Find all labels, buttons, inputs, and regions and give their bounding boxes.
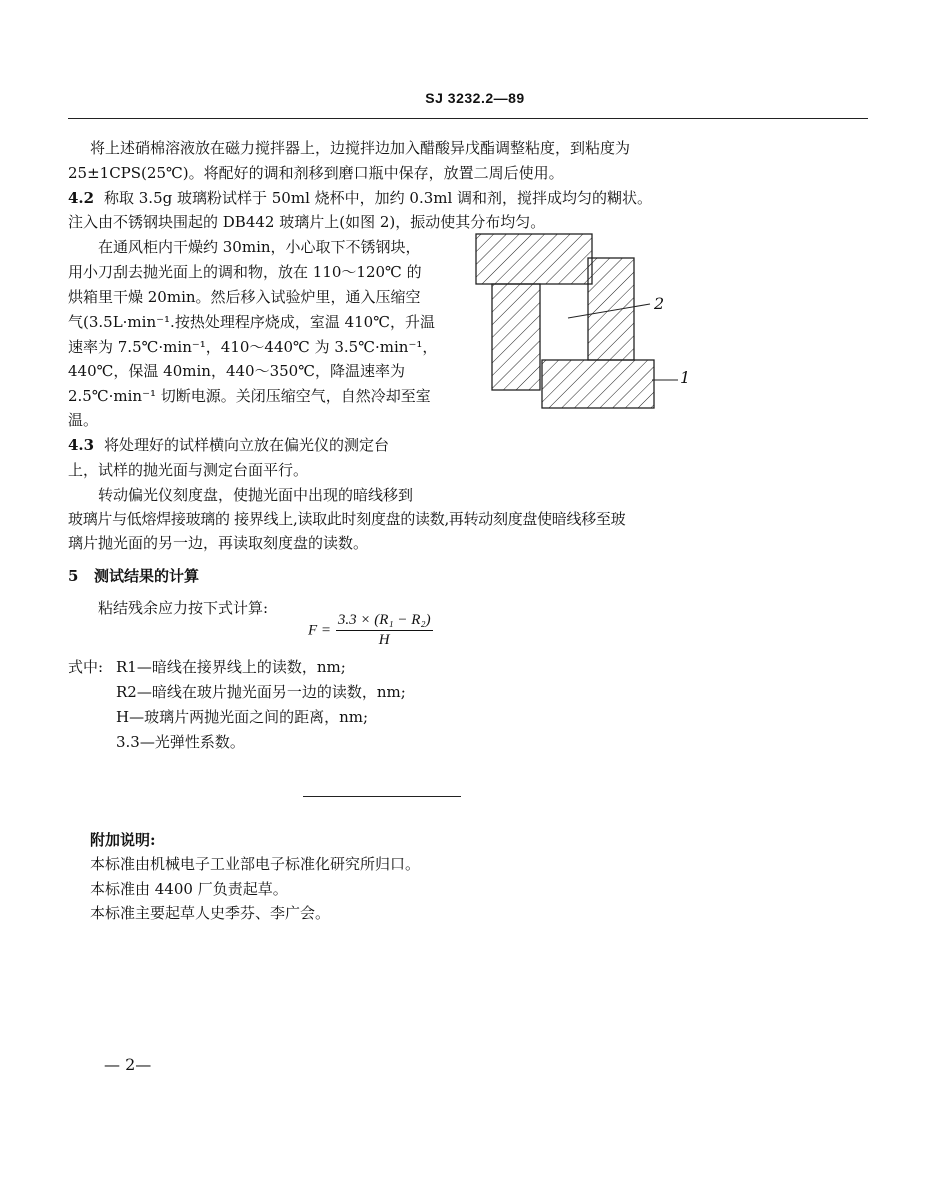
para-cont-line-1: 将上述硝棉溶液放在磁力搅拌器上，边搅拌边加入醋酸异戊酯调整粘度，到粘度为 [90,139,631,157]
section-4-2-p2-line-4: 气(3.5L·min⁻¹.按热处理程序烧成，室温 410℃，升温 [68,313,435,331]
header-code: SJ 3232.2—89 [425,90,525,106]
section-4-2-p2-line-7: 2.5℃·min⁻¹ 切断电源。关闭压缩空气，自然冷却至室 [68,387,431,405]
section-4-2-p2-line-1: 在通风柜内干燥约 30min，小心取下不锈钢块， [98,238,421,256]
steel-block-top [476,234,592,284]
steel-block-right [588,258,634,360]
section-4-2-line-1: 称取 3.5g 玻璃粉试样于 50ml 烧杯中，加约 0.3ml 调和剂，搅拌成均匀的糊状。 [104,189,653,207]
definition-h: H—玻璃片两抛光面之间的距离，nm; [116,708,369,726]
formula [308,612,433,649]
steel-block-left [492,284,540,390]
formula-fraction [336,612,433,649]
figure-label-1: 1 [680,368,691,387]
definition-r2: R2—暗线在玻片抛光面另一边的读数，nm; [116,683,406,701]
section-4-2-p2-line-8: 温。 [68,411,99,429]
figure-label-2: 2 [654,294,665,313]
formula-numerator: 3.3 × (R₁ − R₂) [336,612,433,631]
section-5-title: 测试结果的计算 [94,567,200,585]
end-rule [303,796,461,797]
notes-line-3: 本标准主要起草人史季芬、李广会。 [90,904,331,922]
section-4-2-p2-line-6: 440℃，保温 40min，440～350℃，降温速率为 [68,362,405,380]
header-rule [68,118,868,119]
page-number: — 2— [104,1055,152,1074]
figure-2 [470,232,690,418]
formula-denominator: H [378,632,390,648]
section-4-3-p2-line-2: 玻璃片与低熔焊接玻璃的 接界线上,读取此时刻度盘的读数,再转动刻度盘使暗线移至玻 [68,510,626,528]
section-4-3-number: 4.3 [68,436,95,454]
section-4-2-p2-line-3: 烘箱里干燥 20min。然后移入试验炉里，通入压缩空 [68,288,421,306]
section-4-3-p2-line-3: 璃片抛光面的另一边，再读取刻度盘的读数。 [68,534,369,552]
figure-2-drawing [470,232,690,414]
notes-title: 附加说明: [90,831,156,849]
section-4-2-p2-line-2: 用小刀刮去抛光面上的调和物，放在 110～120℃ 的 [68,263,422,281]
section-5-intro: 粘结残余应力按下式计算: [98,599,269,617]
where-label: 式中: [68,658,104,676]
section-4-2-number: 4.2 [68,189,95,207]
notes-line-1: 本标准由机械电子工业部电子标准化研究所归口。 [90,855,421,873]
section-4-2-p2-line-5: 速率为 7.5℃·min⁻¹，410～440℃ 为 3.5℃·min⁻¹， [68,338,438,356]
glass-plate [542,360,654,408]
section-5-number: 5 [68,567,79,585]
definition-coefficient: 3.3—光弹性系数。 [116,733,245,751]
section-4-3-line-2: 上，试样的抛光面与测定台面平行。 [68,461,309,479]
para-cont-line-2: 25±1CPS(25℃)。将配好的调和剂移到磨口瓶中保存，放置二周后使用。 [68,164,564,182]
section-4-2-line-2: 注入由不锈钢块围起的 DB442 玻璃片上(如图 2)，振动使其分布均匀。 [68,213,546,231]
formula-lhs: F = [308,622,332,639]
notes-line-2: 本标准由 4400 厂负责起草。 [90,880,288,898]
definition-r1: R1—暗线在接界线上的读数，nm; [116,658,346,676]
section-4-3-line-1: 将处理好的试样横向立放在偏光仪的测定台 [104,436,390,454]
section-4-3-p2-line-1: 转动偏光仪刻度盘，使抛光面中出现的暗线移到 [98,486,414,504]
